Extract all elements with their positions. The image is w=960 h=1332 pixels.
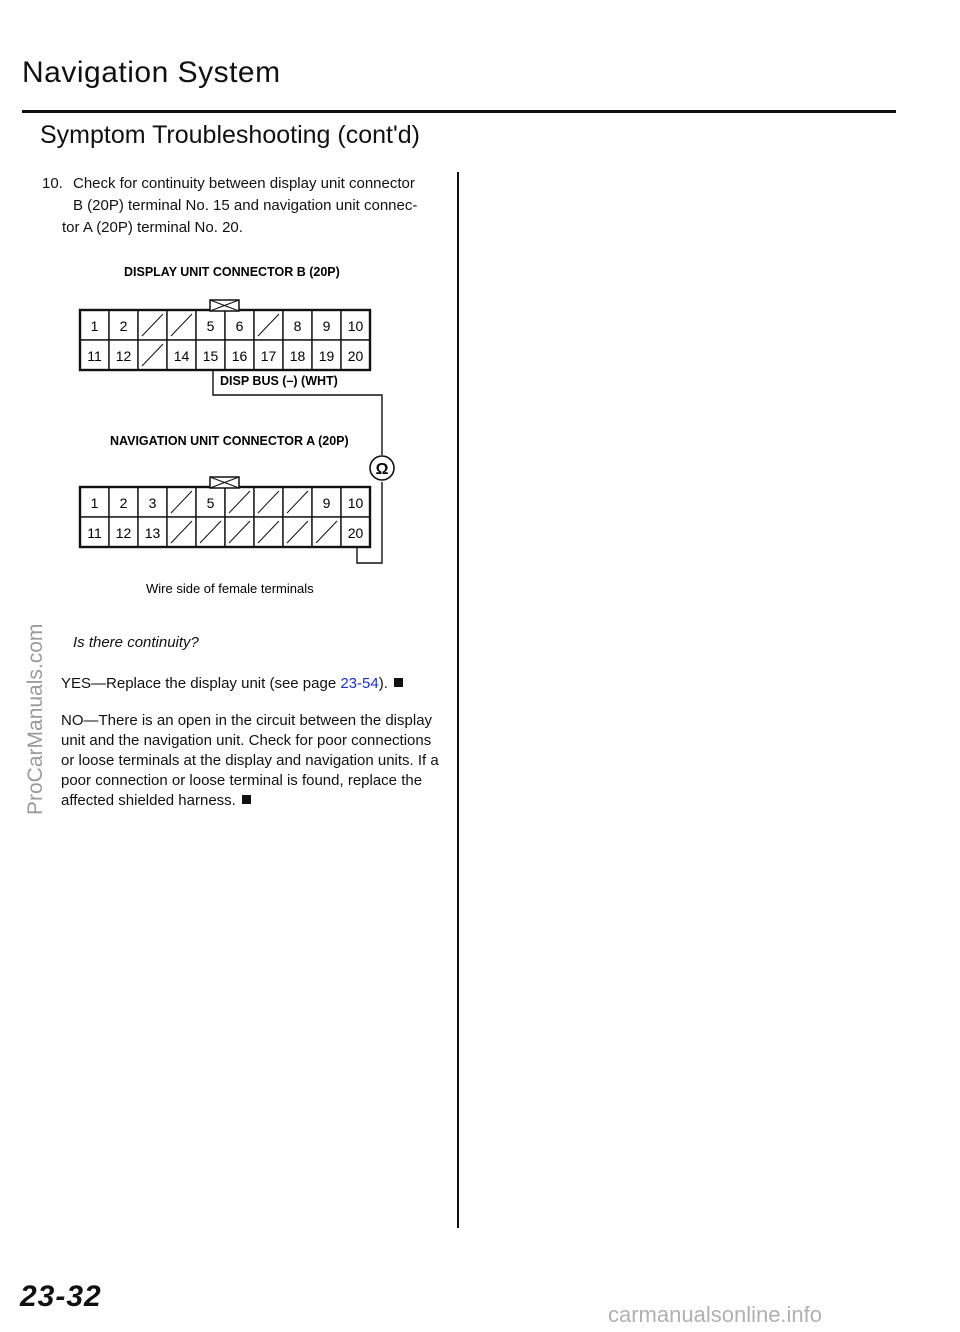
section-title: Navigation System bbox=[22, 56, 281, 89]
connector-b bbox=[80, 310, 370, 370]
page-number: 23-32 bbox=[20, 1280, 102, 1313]
connector-a-cell bbox=[80, 517, 109, 547]
connector-a-cell bbox=[80, 487, 109, 517]
wire-label: DISP BUS (–) (WHT) bbox=[220, 374, 338, 388]
diagram-caption: Wire side of female terminals bbox=[146, 581, 314, 596]
connector-b-cell bbox=[312, 310, 341, 340]
connector-a-terminal-label: 3 bbox=[148, 495, 157, 511]
connector-a-cell bbox=[196, 487, 225, 517]
connector-b-latch bbox=[210, 300, 239, 311]
connector-a-cell bbox=[283, 517, 312, 547]
ohm-symbol: Ω bbox=[375, 461, 389, 478]
connector-a-cell bbox=[254, 487, 283, 517]
connector-a-terminal-label: 13 bbox=[144, 525, 161, 541]
connector-b-cell bbox=[312, 340, 341, 370]
connector-b-cell bbox=[138, 310, 167, 340]
connector-a-cell bbox=[138, 487, 167, 517]
title-rule bbox=[22, 110, 896, 113]
connector-a-cell bbox=[109, 487, 138, 517]
no-answer bbox=[61, 711, 441, 811]
connector-a-cell bbox=[225, 517, 254, 547]
connector-b-cell bbox=[196, 340, 225, 370]
step-number: 10. bbox=[42, 175, 63, 192]
connector-b-cell bbox=[167, 340, 196, 370]
connector-a-cell bbox=[254, 517, 283, 547]
connector-b-terminal-label: 16 bbox=[231, 348, 248, 364]
connector-a-cell bbox=[167, 487, 196, 517]
connector-b-terminal-label: 2 bbox=[119, 318, 128, 334]
connector-b-cell bbox=[109, 310, 138, 340]
connector-b-terminal-label: 19 bbox=[318, 348, 335, 364]
connector-b-terminal-label: 15 bbox=[202, 348, 219, 364]
connector-b-cell bbox=[138, 340, 167, 370]
connector-b-cell bbox=[225, 310, 254, 340]
connector-diagram bbox=[0, 255, 460, 605]
connector-b-cell bbox=[341, 340, 370, 370]
connector-a-latch bbox=[210, 477, 239, 488]
connector-a-cell bbox=[138, 517, 167, 547]
page-link-23-54[interactable]: 23-54 bbox=[340, 675, 379, 692]
connector-b-terminal-label: 9 bbox=[322, 318, 331, 334]
connector-a-cell bbox=[341, 487, 370, 517]
connector-b-cell bbox=[167, 310, 196, 340]
connector-a-cell bbox=[312, 487, 341, 517]
connector-a-cell bbox=[341, 517, 370, 547]
connector-a-terminal-label: 9 bbox=[322, 495, 331, 511]
step-line-1: Check for continuity between display unit connector bbox=[73, 175, 415, 192]
connector-b-terminal-label: 10 bbox=[347, 318, 364, 334]
connector-a-terminal-label: 1 bbox=[90, 495, 99, 511]
step-10 bbox=[42, 173, 437, 239]
connector-a-cell bbox=[109, 517, 138, 547]
no-text: NO—There is an open in the circuit between the display unit and the navigation unit. Check for poor connections or loose terminals at the display and navigation units. If a poor connection or loose terminal is found, replace the affected shielded harness. bbox=[61, 712, 439, 809]
connector-b-cell bbox=[283, 340, 312, 370]
connector-a-cell bbox=[167, 517, 196, 547]
connector-b-cell bbox=[283, 310, 312, 340]
connector-a-terminal-label: 12 bbox=[115, 525, 132, 541]
connector-b-terminal-label: 12 bbox=[115, 348, 132, 364]
step-line-3: tor A (20P) terminal No. 20. bbox=[62, 219, 243, 236]
connector-b-cell bbox=[109, 340, 138, 370]
connector-b-cell bbox=[80, 310, 109, 340]
watermark-left: ProCarManuals.com bbox=[24, 623, 47, 815]
connector-b-terminal-label: 14 bbox=[173, 348, 190, 364]
connector-b-terminal-label: 11 bbox=[87, 348, 102, 364]
end-square-icon bbox=[242, 795, 251, 804]
connector-a-terminal-label: 10 bbox=[347, 495, 364, 511]
yes-text: YES—Replace the display unit (see page bbox=[61, 675, 341, 692]
connector-b-cell bbox=[225, 340, 254, 370]
question: Is there continuity? bbox=[73, 634, 199, 651]
connector-a-title: NAVIGATION UNIT CONNECTOR A (20P) bbox=[110, 434, 349, 448]
step-line-2: B (20P) terminal No. 15 and navigation unit connec- bbox=[73, 197, 418, 214]
connector-b-terminal-label: 8 bbox=[293, 318, 302, 334]
subsection-title: Symptom Troubleshooting (cont'd) bbox=[40, 121, 420, 149]
yes-answer bbox=[61, 674, 441, 694]
watermark-bottom: carmanualsonline.info bbox=[608, 1302, 823, 1327]
end-square-icon bbox=[394, 678, 403, 687]
connector-b-cell bbox=[254, 310, 283, 340]
connector-b-terminal-label: 18 bbox=[289, 348, 306, 364]
connector-a-terminal-label: 5 bbox=[206, 495, 215, 511]
connector-a-terminal-label: 2 bbox=[119, 495, 128, 511]
connector-b-terminal-label: 5 bbox=[206, 318, 215, 334]
connector-b-cell bbox=[80, 340, 109, 370]
connector-a-cell bbox=[312, 517, 341, 547]
connector-a-terminal-label: 11 bbox=[87, 525, 102, 541]
connector-a bbox=[80, 487, 370, 547]
connector-a-cell bbox=[225, 487, 254, 517]
connector-a-terminal-label: 20 bbox=[347, 525, 364, 541]
ohmmeter-icon bbox=[370, 456, 394, 480]
connector-b-cell bbox=[196, 310, 225, 340]
connector-b-terminal-label: 1 bbox=[90, 318, 99, 334]
connector-a-cell bbox=[283, 487, 312, 517]
connector-b-title: DISPLAY UNIT CONNECTOR B (20P) bbox=[124, 265, 340, 279]
connector-b-cell bbox=[341, 310, 370, 340]
connector-b-terminal-label: 20 bbox=[347, 348, 364, 364]
connector-a-cell bbox=[196, 517, 225, 547]
yes-tail: ). bbox=[378, 675, 388, 692]
connector-b-cell bbox=[254, 340, 283, 370]
connector-b-terminal-label: 6 bbox=[235, 318, 244, 334]
connector-b-terminal-label: 17 bbox=[260, 348, 277, 364]
